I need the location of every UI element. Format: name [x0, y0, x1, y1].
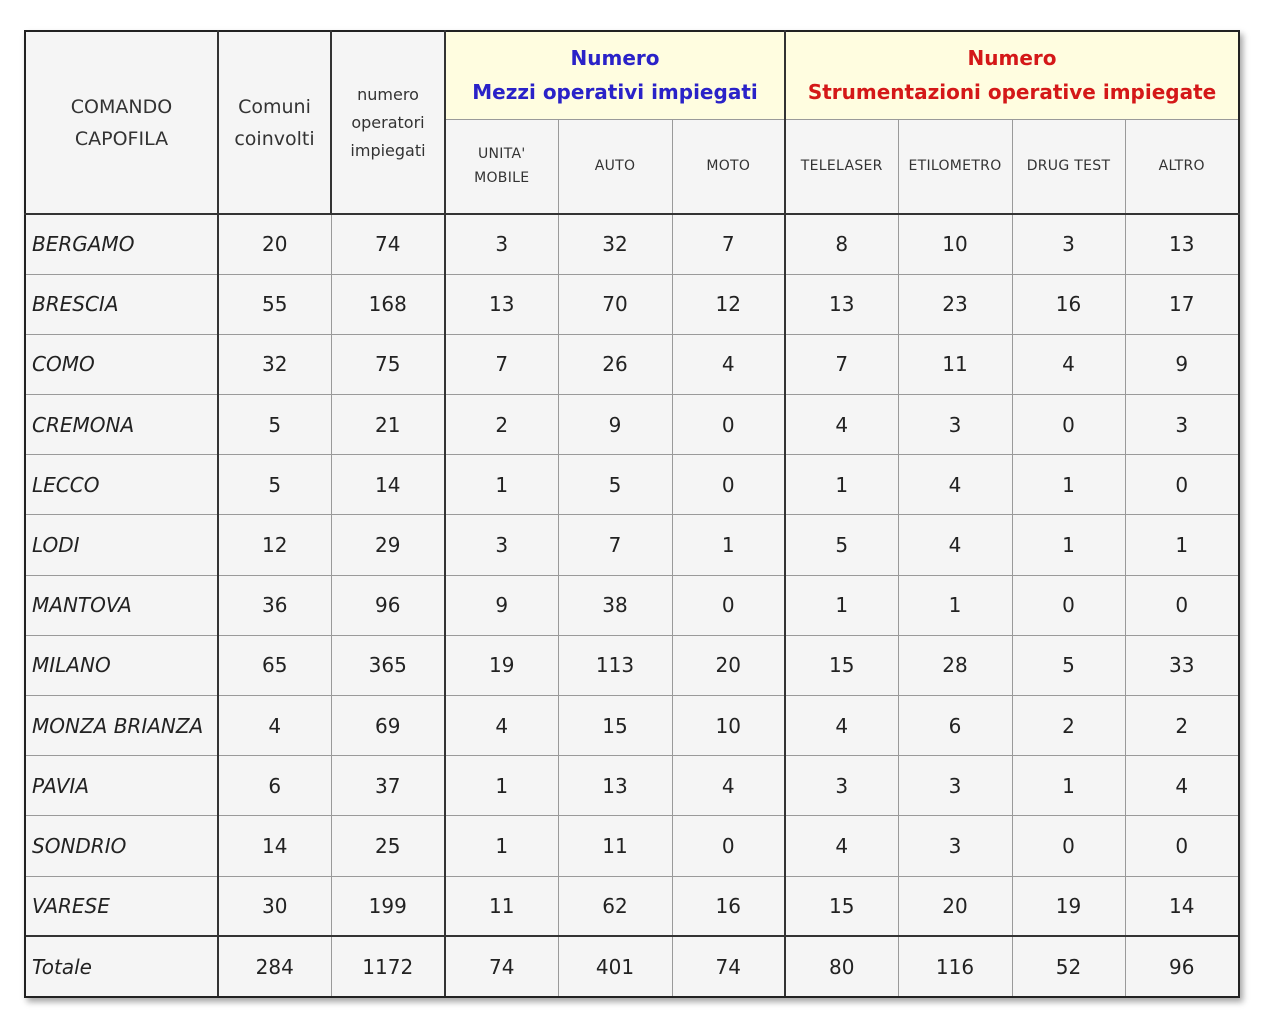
- table-row: [25, 635, 1239, 695]
- row-value-cell: 13: [785, 274, 898, 334]
- row-value-cell: 7: [445, 334, 558, 394]
- row-value-cell: 11: [558, 816, 672, 876]
- row-value-cell: 32: [218, 334, 331, 394]
- row-value-cell: 11: [445, 876, 558, 936]
- row-value-cell: 365: [331, 635, 445, 695]
- row-city-label: MANTOVA: [25, 575, 218, 635]
- header-comando-line2: CAPOFILA: [74, 127, 169, 150]
- table-row: [25, 455, 1239, 515]
- row-value-cell: 37: [331, 756, 445, 816]
- row-value-cell: 19: [1012, 876, 1125, 936]
- total-label: Totale: [25, 936, 218, 997]
- total-row: [25, 936, 1239, 997]
- row-value-cell: 4: [898, 455, 1012, 515]
- row-value-cell: 12: [672, 274, 785, 334]
- row-value-cell: 0: [1012, 816, 1125, 876]
- header-unita-mobile: [445, 119, 558, 214]
- header-comando-line1: COMANDO: [70, 95, 173, 118]
- table-row: [25, 515, 1239, 575]
- row-value-cell: 6: [898, 696, 1012, 756]
- row-value-cell: 14: [218, 816, 331, 876]
- row-value-cell: 23: [898, 274, 1012, 334]
- row-value-cell: 4: [785, 696, 898, 756]
- row-value-cell: 15: [785, 876, 898, 936]
- row-value-cell: 13: [1125, 214, 1239, 274]
- row-value-cell: 9: [445, 575, 558, 635]
- row-value-cell: 3: [898, 395, 1012, 455]
- row-value-cell: 4: [218, 696, 331, 756]
- total-value-cell: 52: [1012, 936, 1125, 997]
- row-value-cell: 168: [331, 274, 445, 334]
- row-city-label: PAVIA: [25, 756, 218, 816]
- row-value-cell: 1: [1012, 515, 1125, 575]
- row-value-cell: 3: [785, 756, 898, 816]
- row-value-cell: 70: [558, 274, 672, 334]
- row-value-cell: 2: [1125, 696, 1239, 756]
- row-value-cell: 4: [785, 395, 898, 455]
- row-value-cell: 6: [218, 756, 331, 816]
- row-value-cell: 113: [558, 635, 672, 695]
- row-city-label: VARESE: [25, 876, 218, 936]
- row-value-cell: 199: [331, 876, 445, 936]
- operations-table: [24, 30, 1240, 998]
- header-comuni-line1: Comuni: [238, 95, 311, 118]
- row-value-cell: 10: [672, 696, 785, 756]
- row-value-cell: 15: [558, 696, 672, 756]
- row-value-cell: 75: [331, 334, 445, 394]
- row-value-cell: 0: [1012, 575, 1125, 635]
- row-value-cell: 5: [218, 395, 331, 455]
- row-city-label: MILANO: [25, 635, 218, 695]
- row-value-cell: 20: [898, 876, 1012, 936]
- header-comuni-coinvolti: [218, 31, 331, 214]
- row-city-label: CREMONA: [25, 395, 218, 455]
- row-value-cell: 55: [218, 274, 331, 334]
- table-row: [25, 816, 1239, 876]
- total-value-cell: 1172: [331, 936, 445, 997]
- row-value-cell: 0: [1125, 575, 1239, 635]
- row-value-cell: 14: [1125, 876, 1239, 936]
- row-value-cell: 11: [898, 334, 1012, 394]
- row-value-cell: 10: [898, 214, 1012, 274]
- row-value-cell: 3: [445, 214, 558, 274]
- row-city-label: MONZA BRIANZA: [25, 696, 218, 756]
- header-row-1: [25, 31, 1239, 119]
- row-value-cell: 1: [1012, 455, 1125, 515]
- row-value-cell: 4: [1125, 756, 1239, 816]
- header-moto: MOTO: [672, 119, 785, 214]
- total-value-cell: 401: [558, 936, 672, 997]
- row-value-cell: 2: [445, 395, 558, 455]
- row-city-label: BERGAMO: [25, 214, 218, 274]
- header-auto: AUTO: [558, 119, 672, 214]
- table-body: [25, 214, 1239, 997]
- header-operatori-line1: numero: [357, 84, 419, 104]
- row-value-cell: 13: [445, 274, 558, 334]
- row-city-label: LODI: [25, 515, 218, 575]
- row-value-cell: 3: [445, 515, 558, 575]
- row-value-cell: 16: [672, 876, 785, 936]
- row-city-label: SONDRIO: [25, 816, 218, 876]
- row-value-cell: 62: [558, 876, 672, 936]
- header-comuni-line2: coinvolti: [234, 127, 315, 150]
- header-drug-test: DRUG TEST: [1012, 119, 1125, 214]
- row-value-cell: 0: [672, 395, 785, 455]
- header-operatori-impiegati: [331, 31, 445, 214]
- header-mezzi-group: [445, 31, 785, 119]
- row-value-cell: 32: [558, 214, 672, 274]
- row-value-cell: 1: [1012, 756, 1125, 816]
- row-value-cell: 69: [331, 696, 445, 756]
- row-value-cell: 1: [898, 575, 1012, 635]
- row-value-cell: 28: [898, 635, 1012, 695]
- table-row: [25, 876, 1239, 936]
- row-value-cell: 0: [1125, 816, 1239, 876]
- row-value-cell: 4: [672, 334, 785, 394]
- header-etilometro: ETILOMETRO: [898, 119, 1012, 214]
- row-value-cell: 3: [898, 756, 1012, 816]
- row-value-cell: 96: [331, 575, 445, 635]
- row-value-cell: 1: [445, 756, 558, 816]
- row-value-cell: 36: [218, 575, 331, 635]
- row-value-cell: 0: [1125, 455, 1239, 515]
- row-value-cell: 4: [672, 756, 785, 816]
- header-comando-capofila: [25, 31, 218, 214]
- row-value-cell: 0: [672, 575, 785, 635]
- row-value-cell: 3: [898, 816, 1012, 876]
- row-value-cell: 1: [445, 455, 558, 515]
- table-row: [25, 756, 1239, 816]
- row-value-cell: 19: [445, 635, 558, 695]
- table-row: [25, 334, 1239, 394]
- row-value-cell: 7: [558, 515, 672, 575]
- row-value-cell: 12: [218, 515, 331, 575]
- row-value-cell: 4: [898, 515, 1012, 575]
- row-value-cell: 0: [1012, 395, 1125, 455]
- row-value-cell: 29: [331, 515, 445, 575]
- row-value-cell: 33: [1125, 635, 1239, 695]
- row-value-cell: 4: [1012, 334, 1125, 394]
- row-value-cell: 7: [672, 214, 785, 274]
- row-value-cell: 9: [558, 395, 672, 455]
- row-value-cell: 16: [1012, 274, 1125, 334]
- row-value-cell: 20: [672, 635, 785, 695]
- row-value-cell: 0: [672, 816, 785, 876]
- row-value-cell: 13: [558, 756, 672, 816]
- row-value-cell: 30: [218, 876, 331, 936]
- header-unita-line1: UNITA': [477, 146, 526, 163]
- row-value-cell: 25: [331, 816, 445, 876]
- header-strumenti-line2: Strumentazioni operative impiegate: [807, 80, 1217, 105]
- total-value-cell: 74: [445, 936, 558, 997]
- row-value-cell: 0: [672, 455, 785, 515]
- row-value-cell: 4: [445, 696, 558, 756]
- row-value-cell: 20: [218, 214, 331, 274]
- header-strumenti-line1: Numero: [967, 46, 1057, 71]
- total-value-cell: 74: [672, 936, 785, 997]
- header-strumenti-group: [785, 31, 1239, 119]
- header-altro: ALTRO: [1125, 119, 1239, 214]
- row-value-cell: 1: [785, 455, 898, 515]
- row-value-cell: 38: [558, 575, 672, 635]
- table-row: [25, 575, 1239, 635]
- table-row: [25, 395, 1239, 455]
- total-value-cell: 96: [1125, 936, 1239, 997]
- header-unita-line2: MOBILE: [474, 170, 530, 187]
- header-mezzi-line2: Mezzi operativi impiegati: [472, 80, 758, 105]
- row-value-cell: 65: [218, 635, 331, 695]
- row-value-cell: 74: [331, 214, 445, 274]
- total-value-cell: 284: [218, 936, 331, 997]
- row-value-cell: 1: [1125, 515, 1239, 575]
- row-value-cell: 17: [1125, 274, 1239, 334]
- row-city-label: LECCO: [25, 455, 218, 515]
- header-operatori-line3: impiegati: [350, 140, 426, 160]
- row-value-cell: 7: [785, 334, 898, 394]
- row-value-cell: 15: [785, 635, 898, 695]
- row-value-cell: 2: [1012, 696, 1125, 756]
- header-operatori-line2: operatori: [351, 112, 425, 132]
- row-city-label: COMO: [25, 334, 218, 394]
- row-value-cell: 9: [1125, 334, 1239, 394]
- row-value-cell: 3: [1012, 214, 1125, 274]
- row-value-cell: 26: [558, 334, 672, 394]
- total-value-cell: 116: [898, 936, 1012, 997]
- row-value-cell: 5: [218, 455, 331, 515]
- row-value-cell: 1: [672, 515, 785, 575]
- row-value-cell: 14: [331, 455, 445, 515]
- row-value-cell: 1: [785, 575, 898, 635]
- row-value-cell: 4: [785, 816, 898, 876]
- row-value-cell: 5: [1012, 635, 1125, 695]
- total-value-cell: 80: [785, 936, 898, 997]
- row-value-cell: 5: [558, 455, 672, 515]
- table-row: [25, 696, 1239, 756]
- row-value-cell: 3: [1125, 395, 1239, 455]
- row-value-cell: 1: [445, 816, 558, 876]
- row-city-label: BRESCIA: [25, 274, 218, 334]
- row-value-cell: 21: [331, 395, 445, 455]
- header-mezzi-line1: Numero: [570, 46, 660, 71]
- header-telelaser: TELELASER: [785, 119, 898, 214]
- row-value-cell: 8: [785, 214, 898, 274]
- table-row: [25, 274, 1239, 334]
- row-value-cell: 5: [785, 515, 898, 575]
- table-row: [25, 214, 1239, 274]
